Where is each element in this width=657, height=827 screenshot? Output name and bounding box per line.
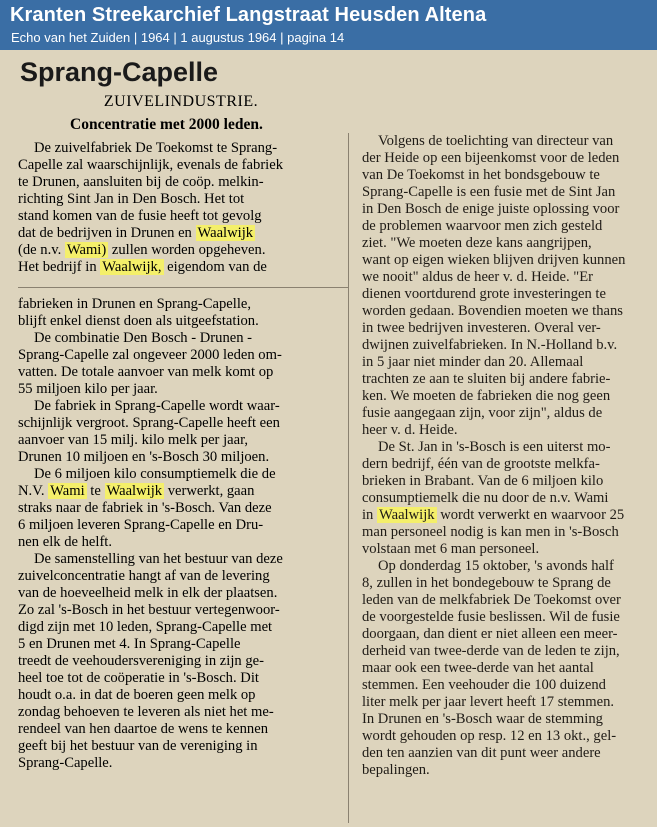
text-line: heel toe tot de coöperatie in 's-Bosch. Dit xyxy=(18,670,259,686)
text-line: In Drunen en 's-Bosch waar de stemming xyxy=(362,711,603,727)
text-line: der Heide op een bijeenkomst voor de leden xyxy=(362,150,620,166)
text-line: blijft enkel dienst doen als uitgeefstation. xyxy=(18,313,259,329)
text-line: vatten. De totale aanvoer van melk komt op xyxy=(18,364,274,380)
search-highlight[interactable]: Wami xyxy=(50,483,85,499)
text-line: richting Sint Jan in Den Bosch. Het tot xyxy=(18,191,245,207)
text-line: De combinatie Den Bosch - Drunen - xyxy=(34,330,253,346)
text-line: treedt de veehoudersvereniging in zijn ge- xyxy=(18,653,264,669)
text-line: in Waalwijk wordt verwerkt en waarvoor 25 xyxy=(362,507,625,523)
text-line: zondag behoeven te leveren als niet het me- xyxy=(18,704,274,720)
text-line: derheid van twee-derde van de leden te zijn, xyxy=(362,643,620,659)
text-line: 6 miljoen leveren Sprang-Capelle en Dru- xyxy=(18,517,264,533)
text-line: we nooit" aldus de heer v. d. Heide. "Er xyxy=(362,269,594,285)
text-line: rendeel van hen daartoe de wens te kennen xyxy=(18,721,269,737)
title-bar xyxy=(0,0,657,50)
text-line: dwijnen zuivelfabrieken. In N.-Holland b.v. xyxy=(362,337,618,353)
text-line: ken. We moeten de fabrieken die nog geen xyxy=(362,388,611,404)
text-line: consumptiemelk die nu door de n.v. Wami xyxy=(362,490,609,506)
text-line: wordt gehouden op resp. 12 en 13 okt., gel- xyxy=(362,728,617,744)
text-line: 55 miljoen kilo per jaar. xyxy=(18,381,158,397)
text-line: aanvoer van 15 milj. kilo melk per jaar, xyxy=(18,432,249,448)
text-line: in Den Bosch de enige juiste oplossing voor xyxy=(362,201,620,217)
text-line: straks naar de fabriek in 's-Bosch. Van deze xyxy=(18,500,272,516)
text-line: N.V. Wami te Waalwijk verwerkt, gaan xyxy=(18,483,255,499)
text-line: in twee bedrijven investeren. Overal ver- xyxy=(362,320,601,336)
search-highlight[interactable]: Waalwijk, xyxy=(102,259,162,275)
column-divider xyxy=(348,133,349,823)
column-1-top xyxy=(18,140,343,276)
text-line: de voorgestelde fusie beslissen. Wil de fusie xyxy=(362,609,620,625)
text-line: Sprang-Capelle. xyxy=(18,755,113,771)
article-headline: Sprang-Capelle xyxy=(20,57,219,87)
text-line: ziet. "We moeten deze kans aangrijpen, xyxy=(362,235,592,251)
text-line: Op donderdag 15 oktober, 's avonds half xyxy=(378,558,614,574)
text-line: De samenstelling van het bestuur van deze xyxy=(34,551,283,567)
text-line: Het bedrijf in Waalwijk, eigendom van de xyxy=(18,259,267,275)
text-line: zuivelconcentratie hangt af van de levering xyxy=(18,568,270,584)
text-line: brieken in Brabant. Van de 6 miljoen kilo xyxy=(362,473,604,489)
text-line: houdt o.a. in dat de boeren geen melk op xyxy=(18,687,256,703)
text-line: dienen voortdurend grote investeringen te xyxy=(362,286,606,302)
search-highlight[interactable]: Waalwijk xyxy=(197,225,254,241)
article-kicker: Concentratie met 2000 leden. xyxy=(70,116,263,133)
text-line: maar ook een twee-derde van het aantal xyxy=(362,660,594,676)
text-line: den ten aanzien van dit punt weer andere xyxy=(362,745,601,761)
page-subtitle: Echo van het Zuiden | 1964 | 1 augustus 1964 | pagina 14 xyxy=(11,30,345,45)
text-line: liter melk per jaar levert heeft 17 stemmen. xyxy=(362,694,615,710)
text-line: stemmen. Een veehouder die 100 duizend xyxy=(362,677,606,693)
text-line: fusie aangegaan zijn, voor zijn", aldus de xyxy=(362,405,603,421)
text-line: man personeel nodig is kan men in 's-Bosch xyxy=(362,524,619,540)
text-line: Sprang-Capelle is een fusie met de Sint Jan xyxy=(362,184,616,200)
column-1-bottom xyxy=(18,296,336,772)
text-line: heer v. d. Heide. xyxy=(362,422,458,438)
text-line: fabrieken in Drunen en Sprang-Capelle, xyxy=(18,296,252,312)
column-2 xyxy=(362,133,647,779)
text-line: Zo zal 's-Bosch in het bestuur vertegenwoor- xyxy=(18,602,280,618)
text-line: stand komen van de fusie heeft tot gevolg xyxy=(18,208,262,224)
text-line: Volgens de toelichting van directeur van xyxy=(378,133,614,149)
text-line: dat de bedrijven in Drunen en Waalwijk xyxy=(18,225,254,241)
search-highlight[interactable]: Waalwijk xyxy=(379,507,435,523)
text-line: schijnlijk vergroot. Sprang-Capelle heeft een xyxy=(18,415,280,431)
text-line: van de hoeveelheid melk in elk der plaatsen. xyxy=(18,585,278,601)
text-line: De zuivelfabriek De Toekomst te Sprang- xyxy=(34,140,278,156)
text-line: nen elk de helft. xyxy=(18,534,113,550)
text-line: De St. Jan in 's-Bosch is een uiterst mo- xyxy=(378,439,611,455)
text-line: 8, zullen in het bondegebouw te Sprang de xyxy=(362,575,611,591)
text-line: de problemen waarvoor men zich gesteld xyxy=(362,218,603,234)
text-line: leden van de melkfabriek De Toekomst over xyxy=(362,592,621,608)
page-title: Kranten Streekarchief Langstraat Heusden Altena xyxy=(10,4,487,26)
search-highlight[interactable]: Waalwijk xyxy=(106,483,163,499)
text-line: te Drunen, aansluiten bij de coöp. melkin- xyxy=(18,174,264,190)
text-line: trachten ze aan te sluiten bij andere fabrie- xyxy=(362,371,611,387)
text-line: want op eigen wieken blijven drijven kunnen xyxy=(362,252,626,268)
text-line: (de n.v. Wami) zullen worden opgeheven. xyxy=(18,242,266,258)
text-line: worden gedaan. Bovendien moeten we thans xyxy=(362,303,623,319)
section-divider xyxy=(18,287,348,288)
text-line: geeft bij het bestuur van de vereniging in xyxy=(18,738,258,754)
text-line: 5 en Drunen met 4. In Sprang-Capelle xyxy=(18,636,241,652)
text-line: doorgaan, dan dient er niet alleen een meer- xyxy=(362,626,618,642)
text-line: De fabriek in Sprang-Capelle wordt waar- xyxy=(34,398,280,414)
text-line: Capelle zal waarschijnlijk, evenals de fabriek xyxy=(18,157,284,173)
search-highlight[interactable]: Wami) xyxy=(66,242,107,258)
text-line: bepalingen. xyxy=(362,762,430,778)
text-line: dern bedrijf, één van de grootste melkfa- xyxy=(362,456,600,472)
text-line: Drunen 10 miljoen en 's-Bosch 30 miljoen. xyxy=(18,449,270,465)
text-line: van De Toekomst in het bondsgebouw te xyxy=(362,167,600,183)
article-subhead: ZUIVELINDUSTRIE. xyxy=(103,93,259,110)
text-line: digd zijn met 10 leden, Sprang-Capelle met xyxy=(18,619,273,635)
text-line: Sprang-Capelle zal ongeveer 2000 leden om- xyxy=(18,347,282,363)
text-line: De 6 miljoen kilo consumptiemelk die de xyxy=(34,466,276,482)
text-line: volstaan met 6 man personeel. xyxy=(362,541,540,557)
text-line: in 5 jaar niet minder dan 20. Allemaal xyxy=(362,354,584,370)
